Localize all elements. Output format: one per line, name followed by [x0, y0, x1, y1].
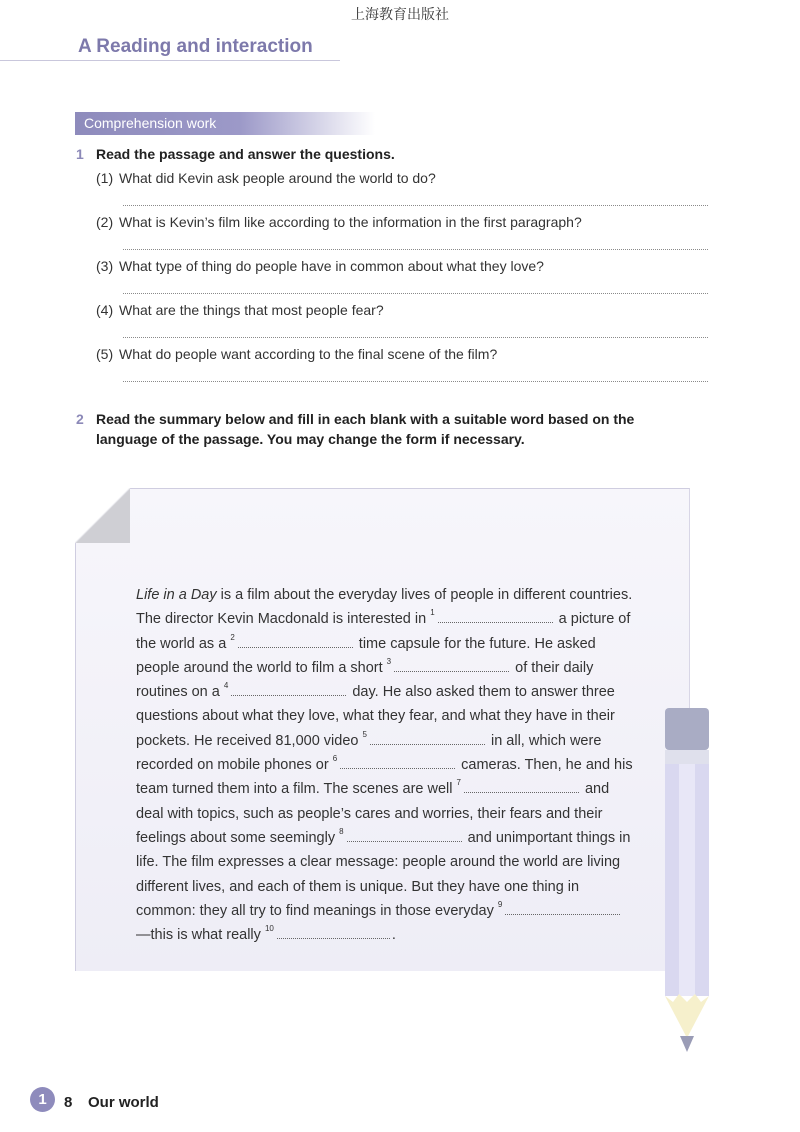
unit-badge: 1	[30, 1087, 55, 1112]
answer-line-4[interactable]	[123, 337, 708, 338]
film-title: Life in a Day	[136, 587, 217, 603]
blank-number: 10	[264, 924, 274, 934]
summary-segment: is a film about the everyday lives of people in different countries. The director Kevin Macdonald is interested in	[136, 587, 633, 628]
question-2-number: 2	[76, 411, 84, 427]
blank-number: 8	[339, 826, 344, 836]
summary-segment: .	[391, 927, 396, 944]
blank-number: 1	[430, 608, 435, 618]
blank-number: 5	[362, 729, 367, 739]
blank-9[interactable]	[505, 900, 620, 915]
blank-2[interactable]	[238, 633, 353, 648]
blank-number: 3	[386, 656, 392, 666]
answer-line-1[interactable]	[123, 205, 708, 206]
summary-segment: —this is what really	[136, 927, 265, 944]
section-divider	[0, 60, 340, 61]
summary-text	[136, 583, 636, 947]
page-number: 8	[64, 1094, 73, 1111]
question-1-item	[96, 258, 544, 274]
unit-title: Our world	[88, 1094, 159, 1111]
question-1-number: 1	[76, 146, 84, 162]
blank-7[interactable]	[464, 778, 579, 793]
banner-label: Comprehension work	[84, 115, 217, 131]
blank-5[interactable]	[370, 730, 485, 745]
item-number: (5)	[96, 346, 114, 362]
question-1-item	[96, 346, 497, 362]
item-number: (3)	[96, 258, 114, 274]
item-number: (1)	[96, 170, 114, 186]
blank-number: 4	[223, 681, 229, 691]
summary-segment: a picture of the world as a	[136, 611, 631, 652]
question-1-item	[96, 170, 436, 186]
answer-line-2[interactable]	[123, 249, 708, 250]
blank-10[interactable]	[277, 924, 390, 939]
item-text: What is Kevin’s film like according to the information in the first paragraph?	[119, 214, 582, 230]
blank-3[interactable]	[394, 657, 509, 672]
blank-8[interactable]	[347, 827, 462, 842]
pencil-icon	[665, 706, 709, 1056]
question-1-instruction: Read the passage and answer the questions.	[96, 146, 395, 162]
blank-1[interactable]	[438, 608, 553, 623]
section-title: A Reading and interaction	[78, 36, 313, 57]
question-2-instruction-line1: Read the summary below and fill in each blank with a suitable word based on the	[96, 411, 635, 427]
blank-4[interactable]	[231, 681, 346, 696]
summary-segment: and unimportant things in life. The film expresses a clear message: people around the world are living different lives, and each of them is unique. But they have one thing in common: they all try to find meanings in those everyday	[136, 829, 631, 919]
folded-corner-icon	[75, 488, 131, 544]
summary-segment: and deal with topics, such as people’s cares and worries, their fears and their feelings about some seemingly	[136, 781, 610, 846]
item-text: What are the things that most people fear?	[119, 302, 384, 318]
blank-number: 6	[332, 754, 338, 764]
blank-number: 9	[497, 899, 503, 909]
question-1-item	[96, 214, 582, 230]
item-number: (4)	[96, 302, 114, 318]
blank-number: 7	[456, 778, 461, 788]
item-text: What type of thing do people have in common about what they love?	[119, 258, 544, 274]
summary-segment: day. He also asked them to answer three questions about what they love, what they fear, and what they have in their pockets. He received 81,000 video	[136, 684, 615, 749]
blank-6[interactable]	[340, 754, 455, 769]
summary-segment: of their daily routines on a	[136, 659, 594, 701]
comprehension-banner	[75, 112, 375, 135]
item-text: What do people want according to the final scene of the film?	[119, 346, 498, 362]
item-number: (2)	[96, 214, 114, 230]
question-2-instruction-line2: language of the passage. You may change the form if necessary.	[96, 431, 525, 447]
publisher-header: 上海教育出版社	[351, 7, 449, 23]
question-1-item	[96, 302, 384, 318]
answer-line-3[interactable]	[123, 293, 708, 294]
answer-line-5[interactable]	[123, 381, 708, 382]
summary-segment: time capsule for the future. He asked people around the world to film a short	[136, 635, 596, 676]
summary-segment: in all, which were recorded on mobile phones or	[136, 732, 602, 774]
summary-segment: cameras. Then, he and his team turned them into a film. The scenes are well	[136, 757, 633, 798]
item-text: What did Kevin ask people around the world to do?	[119, 170, 436, 186]
blank-number: 2	[230, 632, 235, 642]
